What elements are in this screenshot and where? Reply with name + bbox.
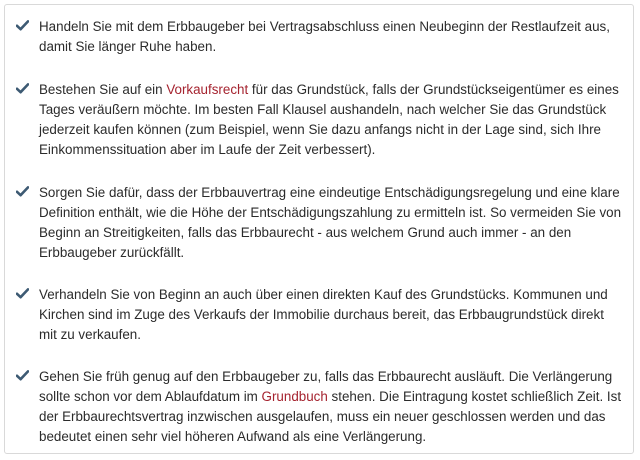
- check-icon: [5, 183, 39, 197]
- item-text: [39, 80, 623, 160]
- link-vorkaufsrecht[interactable]: Vorkaufsrecht: [166, 82, 249, 97]
- item-text: Handeln Sie mit dem Erbbaugeber bei Vertragsabschluss einen Neubeginn der Restlaufzeit aus, damit Sie länger Ruhe haben.: [39, 19, 610, 54]
- list-item: [5, 183, 625, 263]
- check-icon: [5, 285, 39, 299]
- item-text: Sorgen Sie dafür, dass der Erbbauvertrag eine eindeutige Entschädigungsregelung und eine klare Definition enthält, wie die Höhe der Entschädigungszahlung zu ermitteln ist. So vermeiden Sie von Beginn an Streitigkeiten, falls das Erbbaurecht - aus welchem Grund auch immer - an den Erbbaugeber zurückfällt.: [39, 185, 622, 260]
- item-text-after: stehen. Die Eintragung kostet schließlich Zeit. Ist der Erbbaurechtsvertrag inzwischen ausgelaufen, muss ein neuer geschlossen werden und das bedeutet einen sehr viel höheren Aufwand als eine Verlängerung.: [39, 389, 622, 444]
- item-text: [39, 367, 623, 447]
- list-item: [5, 367, 625, 447]
- tips-card: [4, 4, 634, 454]
- list-item: [5, 17, 625, 57]
- list-item: [5, 285, 625, 345]
- item-text: Verhandeln Sie von Beginn an auch über einen direkten Kauf des Grundstücks. Kommunen und Kirchen sind im Zuge des Verkaufs der Immobilie durchaus bereit, das Erbbaugrundstück direkt mit zu verkaufen.: [39, 287, 608, 342]
- check-icon: [5, 17, 39, 31]
- item-text-after: für das Grundstück, falls der Grundstückseigentümer es eines Tages veräußern möchte. Im besten Fall Klausel aushandeln, nach welcher Sie das Grundstück jederzeit kaufen können (zum Beispiel, wenn Sie dazu anfangs nicht in der Lage sind, sich Ihre Einkommenssituation aber im Laufe der Zeit verbessert).: [39, 82, 619, 157]
- check-icon: [5, 80, 39, 94]
- item-text-before: Bestehen Sie auf ein: [39, 82, 167, 97]
- list-item: [5, 80, 625, 160]
- item-text-before: Gehen Sie früh genug auf den Erbbaugeber zu, falls das Erbbaurecht ausläuft. Die Verlängerung sollte schon vor dem Ablaufdatum im: [39, 369, 613, 404]
- link-grundbuch[interactable]: Grundbuch: [261, 389, 328, 404]
- check-icon: [5, 367, 39, 381]
